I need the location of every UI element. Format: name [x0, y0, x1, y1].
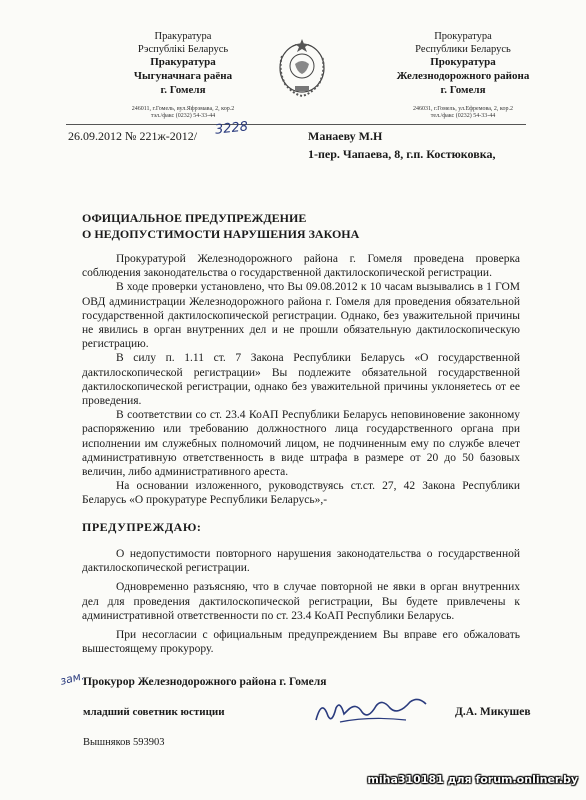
letterhead-line: г. Гомеля [160, 83, 206, 96]
address-line: 246031, г.Гомель, ул.Ефремова, 2, кор.2 [412, 105, 514, 112]
paragraph: В соответствии со ст. 23.4 КоАП Республики Беларусь неповиновение законному распоряжению или требованию должностного лица государственного органа при исполнении им служебных полномочий лицом, не подчиненным ему по службе влечет административную ответственность в виде штрафа в размере от 20 до 50 базовых величин, либо административного ареста. [82, 409, 520, 479]
letterhead-line: Рэспублікі Беларусь [137, 44, 229, 56]
title-line: ОФИЦИАЛЬНОЕ ПРЕДУПРЕЖДЕНИЕ [82, 211, 307, 225]
document-title [82, 210, 359, 242]
warning-heading: ПРЕДУПРЕЖДАЮ: [82, 520, 202, 534]
recipient-address: 1-пер. Чапаева, 8, г.п. Костюковка, [308, 147, 496, 161]
phone-line: тел./факс (0232) 54-33-44 [430, 113, 496, 120]
handwritten-reference: 3228 [214, 119, 249, 138]
handwritten-mark: зам. [58, 669, 86, 688]
address-line: 246011, г.Гомель, вул.Яфрэмава, 2, кор.2 [131, 105, 235, 112]
phone-line: тэл./факс (0232) 54-33-44 [150, 113, 216, 120]
letterhead-belarusian [68, 30, 298, 121]
recipient-block [308, 127, 495, 163]
letterhead-divider [66, 124, 526, 125]
letterhead-line: Железнодорожного района [396, 70, 530, 82]
paragraph: В ходе проверки установлено, что Вы 09.08.2012 к 10 часам вызывались в 1 ГОМ ОВД администрации Железнодорожного района г. Гомеля для проведения обязательной государственной дактилоскопической регистрации. Однако, без уважительной причины не явились в орган внутренних дел и не прошли обязательную дактилоскопическую регистрацию. [82, 281, 520, 351]
paragraph: При несогласии с официальным предупреждением Вы вправе его обжаловать вышестоящему прокурору. [82, 629, 520, 656]
paragraph: На основании изложенного, руководствуясь ст.ст. 27, 42 Закона Республики Беларусь «О прокуратуре Республики Беларусь»,- [82, 480, 520, 507]
letterhead-russian [348, 30, 578, 121]
document-body [82, 252, 520, 508]
paragraph: В силу п. 1.11 ст. 7 Закона Республики Беларусь «О государственной дактилоскопической регистрации» Вы подлежите обязательной государственной дактилоскопической регистрации, однако без уважительной причины уклоняетесь от ее проведения. [82, 352, 520, 408]
warning-body [82, 547, 520, 661]
state-emblem-icon [273, 36, 331, 98]
letterhead-line: Пракуратура [154, 31, 212, 42]
title-line: О НЕДОПУСТИМОСТИ НАРУШЕНИЯ ЗАКОНА [82, 227, 360, 242]
paragraph: Прокуратурой Железнодорожного района г. Гомеля проведена проверка соблюдения законодательства о государственной дактилоскопической регистрации. [82, 253, 520, 280]
executor-note: Вышняков 593903 [83, 737, 165, 748]
letterhead-line: г. Гомеля [440, 83, 486, 96]
paragraph: Одновременно разъясняю, что в случае повторной не явки в орган внутренних дел для проведения дактилоскопической регистрации, Вы будете привлечены к административной ответственности по ст. 23.4 КоАП Республики Беларусь. [82, 581, 520, 622]
letterhead-line: Республики Беларусь [415, 44, 511, 56]
reference-number: 26.09.2012 № 221ж-2012/ [68, 129, 198, 143]
letterhead-line: Пракуратура [150, 56, 216, 69]
signer-name: Д.А. Микушев [455, 706, 531, 718]
handwritten-signature [310, 690, 430, 730]
letterhead-line: Чыгуначнага раёна [133, 70, 233, 82]
recipient-name: Манаеву М.Н [308, 129, 383, 143]
watermark: miha310181 для forum.onliner.by [367, 773, 578, 786]
letterhead-address [348, 106, 578, 122]
signer-position: Прокурор Железнодорожного района г. Гомеля [83, 676, 327, 688]
letterhead-line: Прокуратура [434, 31, 492, 42]
letterhead-address [68, 106, 298, 122]
paragraph: О недопустимости повторного нарушения законодательства о государственной дактилоскопической регистрации. [82, 548, 520, 575]
letterhead-line: Прокуратура [430, 56, 496, 69]
signer-rank: младший советник юстиции [83, 706, 225, 718]
